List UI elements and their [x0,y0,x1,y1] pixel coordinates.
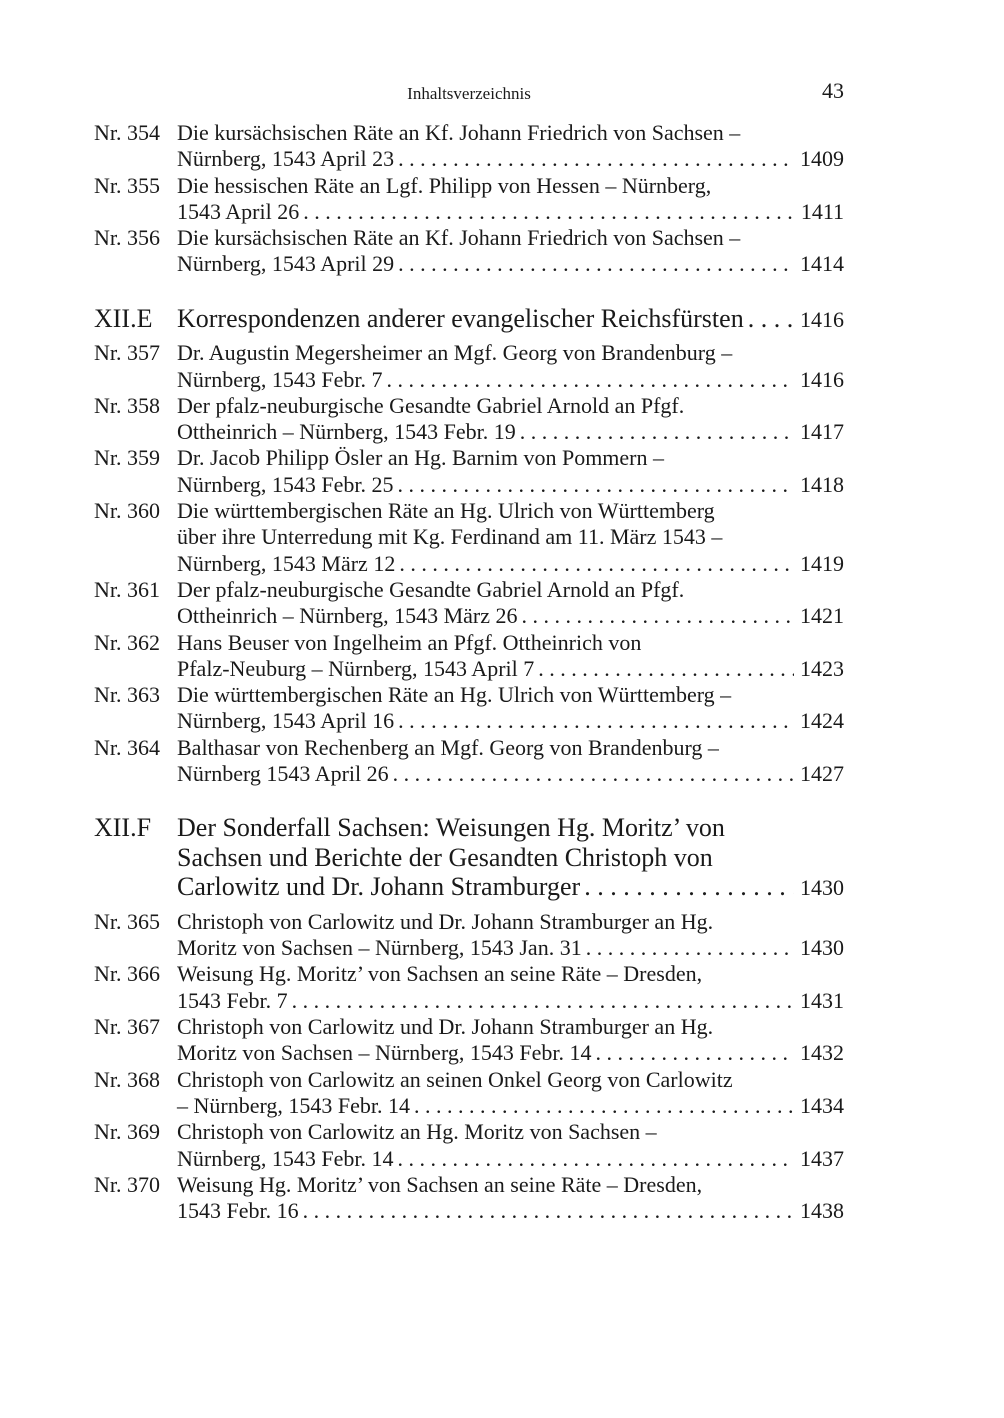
entry-number: Nr. 370 [94,1171,160,1197]
toc-entry[interactable] [94,173,844,226]
entry-title-cont: Moritz von Sachsen – Nürnberg, 1543 Febr. 14 [177,1040,592,1066]
entry-number: Nr. 362 [94,629,160,655]
dot-leader [303,199,795,225]
entry-page: 1434 [800,1092,844,1118]
entry-number: Nr. 359 [94,445,160,471]
entry-title-cont: 1543 April 26 [177,198,300,224]
entry-title: Dr. Augustin Megersheimer an Mgf. Georg von Brandenburg – [177,340,733,366]
entry-page: 1421 [800,603,844,629]
entry-title-cont: Pfalz-Neuburg – Nürnberg, 1543 April 7 [177,655,535,681]
toc-entry[interactable] [94,630,844,683]
entry-title-cont: Nürnberg, 1543 April 29 [177,251,395,277]
section-label: XII.F [94,813,152,843]
entry-number: Nr. 369 [94,1119,160,1145]
entry-title-cont: 1543 Febr. 7 [177,987,288,1013]
entry-page: 1417 [800,419,844,445]
entry-number: Nr. 366 [94,961,160,987]
entry-title: Christoph von Carlowitz an Hg. Moritz von Sachsen – [177,1119,657,1145]
entry-page: 1431 [800,987,844,1013]
entry-title: Christoph von Carlowitz an seinen Onkel Georg von Carlowitz [177,1066,733,1092]
entry-number: Nr. 356 [94,225,160,251]
entry-title: Die kursächsischen Räte an Kf. Johann Friedrich von Sachsen – [177,225,741,251]
entry-page: 1430 [800,935,844,961]
entry-title: Christoph von Carlowitz und Dr. Johann Stramburger an Hg. [177,908,714,934]
toc-entry[interactable] [94,393,844,446]
entry-title-mid: über ihre Unterredung mit Kg. Ferdinand am 11. März 1543 – [177,524,723,550]
entry-number: Nr. 367 [94,1014,160,1040]
entry-number: Nr. 361 [94,576,160,602]
entry-title: Der pfalz-neuburgische Gesandte Gabriel Arnold an Pfgf. [177,576,685,602]
entry-title-cont: Nürnberg, 1543 Febr. 7 [177,366,383,392]
entry-title: Hans Beuser von Ingelheim an Pfgf. Ottheinrich von [177,629,642,655]
entry-title: Dr. Jacob Philipp Ösler an Hg. Barnim von Pommern – [177,445,665,471]
entry-title-cont: Ottheinrich – Nürnberg, 1543 Febr. 19 [177,419,516,445]
dot-leader [398,1146,794,1172]
dot-leader [393,761,794,787]
section-heading-xii-e[interactable] [94,304,844,335]
toc-entry[interactable] [94,445,844,498]
toc-entry[interactable] [94,735,844,788]
entry-title-cont: 1543 Febr. 16 [177,1198,299,1224]
section-title: Der Sonderfall Sachsen: Weisungen Hg. Moritz’ von [177,813,725,843]
entry-title: Die hessischen Räte an Lgf. Philipp von Hessen – Nürnberg, [177,172,712,198]
entry-number: Nr. 360 [94,498,160,524]
dot-leader [748,304,794,334]
entry-page: 1414 [800,251,844,277]
entry-title-cont: – Nürnberg, 1543 Febr. 14 [177,1092,411,1118]
entry-number: Nr. 365 [94,908,160,934]
toc-entry[interactable] [94,225,844,278]
entry-title-cont: Nürnberg, 1543 Febr. 25 [177,471,394,497]
entry-title: Weisung Hg. Moritz’ von Sachsen an seine Räte – Dresden, [177,1171,703,1197]
entry-page: 1437 [800,1145,844,1171]
dot-leader [596,1040,795,1066]
dot-leader [520,419,794,445]
entry-page: 1432 [800,1040,844,1066]
toc-entry[interactable] [94,682,844,735]
entry-title: Balthasar von Rechenberg an Mgf. Georg von Brandenburg – [177,734,719,760]
section-title-end: Carlowitz und Dr. Johann Stramburger [177,872,581,902]
page-number: 43 [822,78,844,103]
section-title-cont: Sachsen und Berichte der Gesandten Christoph von [177,842,713,872]
entry-title-cont: Moritz von Sachsen – Nürnberg, 1543 Jan. 31 [177,935,582,961]
entry-title: Christoph von Carlowitz und Dr. Johann Stramburger an Hg. [177,1014,714,1040]
section-heading-xii-f[interactable] [94,813,844,903]
toc-entry[interactable] [94,340,844,393]
entry-page: 1418 [800,471,844,497]
toc-entry[interactable] [94,1119,844,1172]
dot-leader [398,251,794,277]
entry-page: 1438 [800,1198,844,1224]
dot-leader [398,472,794,498]
toc-entry[interactable] [94,961,844,1014]
entry-title-cont: Nürnberg, 1543 Febr. 14 [177,1145,394,1171]
entry-number: Nr. 363 [94,682,160,708]
dot-leader [292,988,794,1014]
entry-page: 1427 [800,761,844,787]
dot-leader [586,935,794,961]
dot-leader [414,1093,794,1119]
running-head [94,78,844,110]
entry-title-cont: Nürnberg 1543 April 26 [177,761,389,787]
table-of-contents [94,120,844,1224]
dot-leader [387,367,794,393]
dot-leader [538,656,794,682]
dot-leader [398,146,794,172]
toc-entry[interactable] [94,498,844,577]
entry-page: 1409 [800,146,844,172]
toc-entry[interactable] [94,909,844,962]
entry-number: Nr. 354 [94,120,160,145]
entry-title: Die württembergischen Räte an Hg. Ulrich von Württemberg – [177,682,732,708]
entry-page: 1416 [800,366,844,392]
entry-number: Nr. 368 [94,1066,160,1092]
entry-group-f [94,909,844,1225]
section-page: 1430 [800,875,844,901]
running-head-title: Inhaltsverzeichnis [407,84,531,103]
dot-leader [303,1198,794,1224]
dot-leader [584,872,794,902]
entry-page: 1424 [800,708,844,734]
entry-title-cont: Ottheinrich – Nürnberg, 1543 März 26 [177,603,518,629]
entry-page: 1423 [800,655,844,681]
entry-group-a [94,120,844,278]
entry-title-cont: Nürnberg, 1543 April 16 [177,708,395,734]
entry-number: Nr. 357 [94,340,160,366]
toc-entry[interactable] [94,1014,844,1067]
entry-title-cont: Nürnberg, 1543 April 23 [177,146,395,172]
section-title: Korrespondenzen anderer evangelischer Reichsfürsten [177,303,744,333]
entry-number: Nr. 364 [94,734,160,760]
entry-title: Weisung Hg. Moritz’ von Sachsen an seine Räte – Dresden, [177,961,703,987]
entry-title: Der pfalz-neuburgische Gesandte Gabriel Arnold an Pfgf. [177,392,685,418]
entry-title-cont: Nürnberg, 1543 März 12 [177,550,396,576]
entry-title: Die kursächsischen Räte an Kf. Johann Friedrich von Sachsen – [177,120,741,145]
dot-leader [398,708,794,734]
toc-entry[interactable] [94,1172,844,1225]
dot-leader [522,603,794,629]
dot-leader [399,551,794,577]
section-page: 1416 [800,306,844,332]
toc-entry[interactable] [94,577,844,630]
toc-entry[interactable] [94,120,844,173]
entry-page: 1411 [800,198,844,224]
section-label: XII.E [94,303,153,333]
toc-entry[interactable] [94,1067,844,1120]
entry-number: Nr. 358 [94,392,160,418]
entry-page: 1419 [800,550,844,576]
entry-number: Nr. 355 [94,172,160,198]
entry-title: Die württembergischen Räte an Hg. Ulrich von Württemberg [177,498,715,524]
entry-group-e [94,340,844,787]
